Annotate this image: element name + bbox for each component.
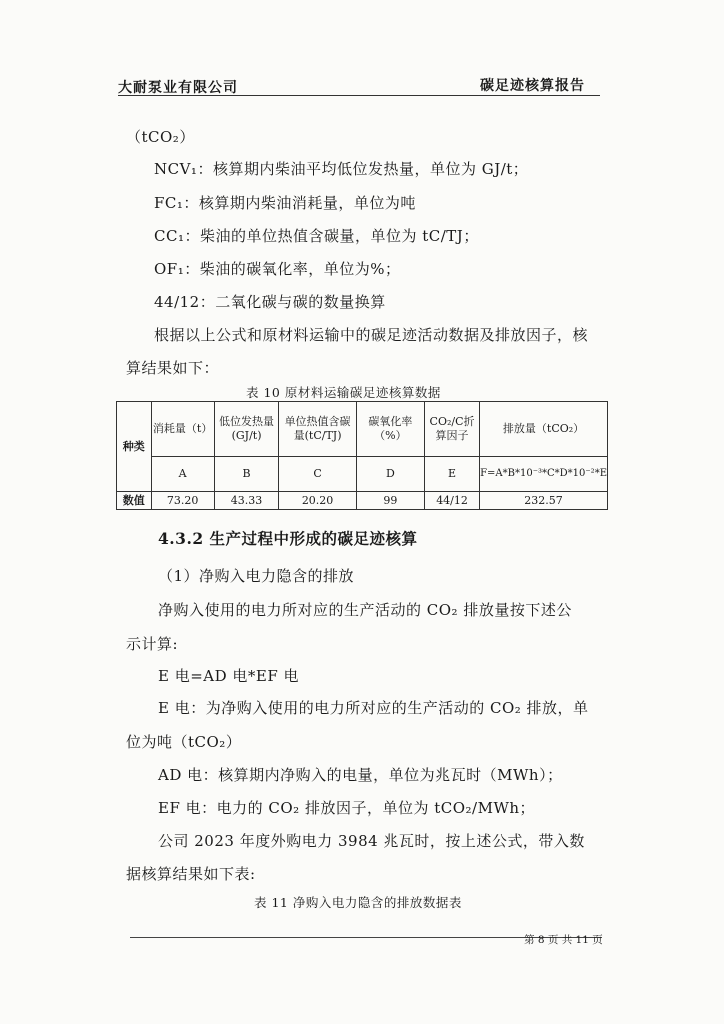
header-cell: 消耗量（t） xyxy=(151,402,214,457)
symbol-cell: D xyxy=(356,457,424,492)
symbol-cell: A xyxy=(151,457,214,492)
paragraph-line: 据核算结果如下表: xyxy=(126,865,256,883)
ef-definition: EF 电：电力的 CO₂ 排放因子，单位为 tCO₂/MWh； xyxy=(158,799,536,817)
value-cell: 232.57 xyxy=(480,492,608,510)
conversion-definition: 44/12：二氧化碳与碳的数量换算 xyxy=(154,293,386,311)
paragraph-line-2: 算结果如下： xyxy=(126,359,220,377)
header-cell: CO₂/C折算因子 xyxy=(424,402,479,457)
e-definition: E 电：为净购入使用的电力所对应的生产活动的 CO₂ 排放，单 xyxy=(158,699,589,717)
table11-caption: 表 11 净购入电力隐含的排放数据表 xyxy=(254,895,462,910)
page-number: 第 8 页 共 11 页 xyxy=(524,934,603,946)
value-cell: 99 xyxy=(356,492,424,510)
header-divider xyxy=(118,95,600,96)
table10 xyxy=(116,401,608,510)
table10-caption: 表 10 原材料运输碳足迹核算数据 xyxy=(246,385,441,400)
value-cell: 44/12 xyxy=(424,492,479,510)
header-cell: 低位发热量(GJ/t) xyxy=(214,402,279,457)
section-heading: 4.3.2 生产过程中形成的碳足迹核算 xyxy=(158,529,418,548)
electricity-formula: E 电=AD 电*EF 电 xyxy=(158,667,300,685)
value-cell: 43.33 xyxy=(214,492,279,510)
row-label-kind: 种类 xyxy=(117,402,152,492)
company-name: 大耐泵业有限公司 xyxy=(118,80,238,96)
ad-definition: AD 电：核算期内净购入的电量，单位为兆瓦时（MWh）； xyxy=(158,766,563,784)
company-seal-stamp xyxy=(700,620,724,740)
header-cell: 单位热值含碳量(tC/TJ) xyxy=(279,402,356,457)
fc-definition: FC₁：核算期内柴油消耗量，单位为吨 xyxy=(154,194,416,212)
paragraph-line: 公司 2023 年度外购电力 3984 兆瓦时，按上述公式，带入数 xyxy=(158,832,585,850)
value-cell: 73.20 xyxy=(151,492,214,510)
header-cell: 排放量（tCO₂） xyxy=(480,402,608,457)
paragraph-line: 净购入使用的电力所对应的生产活动的 CO₂ 排放量按下述公 xyxy=(158,601,572,619)
row-label-value: 数值 xyxy=(117,492,152,510)
symbol-cell: F=A*B*10⁻³*C*D*10⁻²*E xyxy=(480,457,608,492)
symbol-cell: E xyxy=(424,457,479,492)
e-definition-cont: 位为吨（tCO₂） xyxy=(126,733,242,751)
ncv-definition: NCV₁：核算期内柴油平均低位发热量，单位为 GJ/t； xyxy=(154,160,529,178)
paragraph-line-1: 根据以上公式和原材料运输中的碳足迹活动数据及排放因子，核 xyxy=(154,326,589,344)
report-title: 碳足迹核算报告 xyxy=(480,78,585,94)
unit-line: （tCO₂） xyxy=(126,128,195,146)
header-cell: 碳氧化率（%） xyxy=(356,402,424,457)
of-definition: OF₁：柴油的碳氧化率，单位为%； xyxy=(154,260,401,278)
symbol-cell: B xyxy=(214,457,279,492)
paragraph-line: 示计算: xyxy=(126,635,179,653)
cc-definition: CC₁：柴油的单位热值含碳量，单位为 tC/TJ； xyxy=(154,227,479,245)
subsection-title: （1）净购入电力隐含的排放 xyxy=(158,567,355,585)
symbol-cell: C xyxy=(279,457,356,492)
value-cell: 20.20 xyxy=(279,492,356,510)
